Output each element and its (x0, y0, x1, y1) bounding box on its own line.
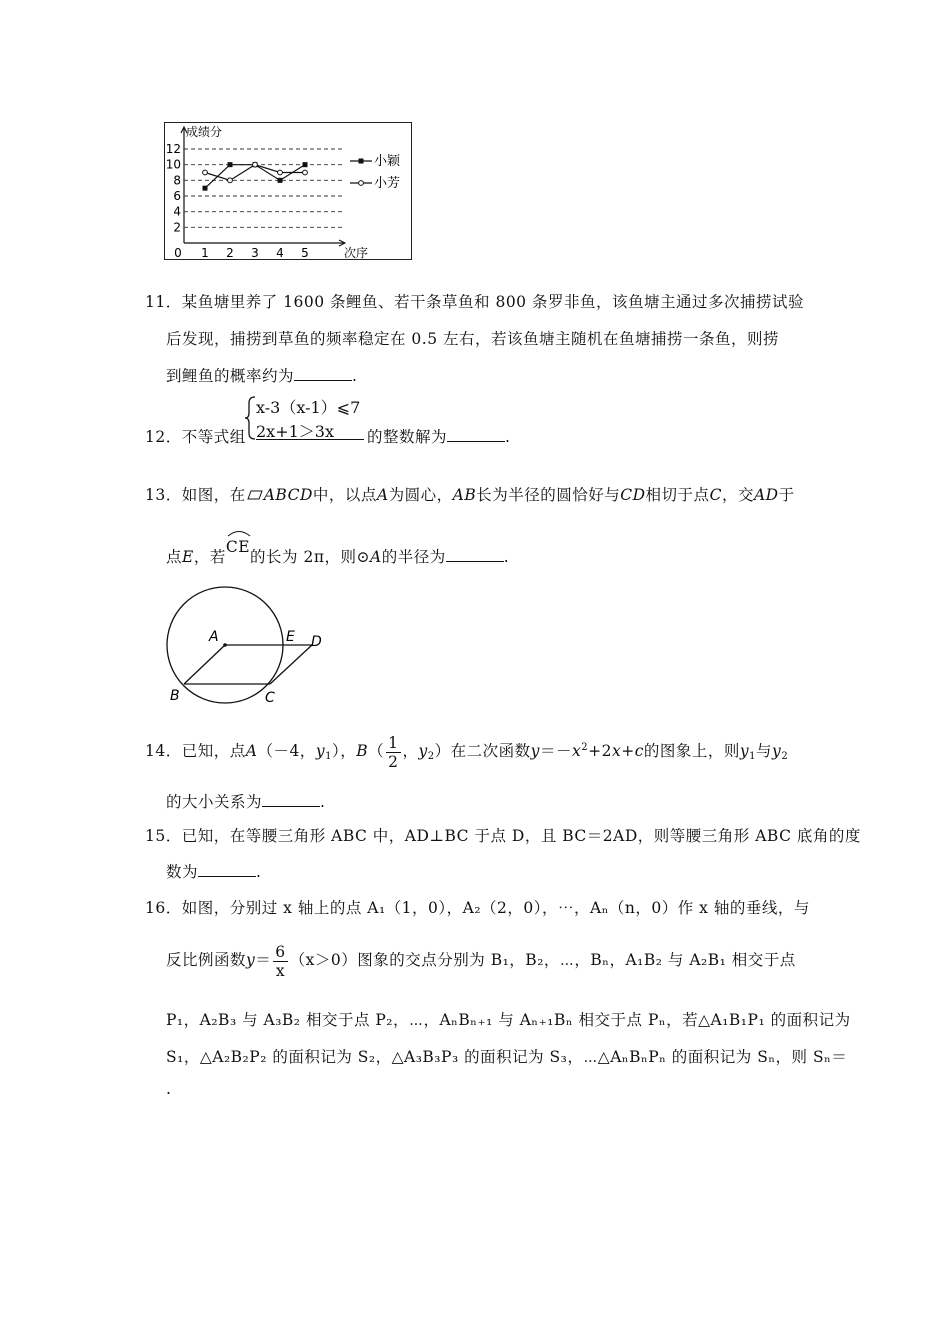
x-axis-label: 次序 (344, 246, 369, 260)
segment-ab (184, 645, 225, 684)
center-dot (223, 643, 227, 647)
data-point (303, 162, 308, 167)
q11-line1: 11．某鱼塘里养了 1600 条鲤鱼、若干条草鱼和 800 条罗非鱼，该鱼塘主通过多次捕捞试验 (145, 293, 804, 311)
q14-line2: 的大小关系为 . (166, 793, 326, 811)
y-tick-label: 12 (165, 142, 181, 156)
data-point (228, 178, 233, 183)
arc-icon (226, 529, 252, 537)
legend-marker (359, 181, 364, 186)
fraction-half: $\frac{1}{2}$ (388, 733, 399, 771)
segment-cd (270, 645, 312, 684)
answer-blank[interactable] (198, 862, 256, 877)
q12-eq1: x-3（x-1）⩽7 (256, 398, 361, 417)
q14-line1: 14．已知，点A（－4，$y_1$），B（ $\frac{1}{2}$ ，$y_2$）在二次函数$y=-x^2+2x+c$的图象上，则$y_1$与$y_2$ (145, 733, 789, 771)
x-tick-label: 4 (276, 246, 284, 260)
q15-line1: 15．已知，在等腰三角形 ABC 中，AD⊥BC 于点 D，且 BC＝2AD，则等腰三角形 ABC 底角的度 (145, 827, 861, 845)
q11-line2: 后发现，捕捞到草鱼的频率稳定在 0.5 左右，若该鱼塘主随机在鱼塘捕捞一条鱼，则捞 (166, 330, 780, 348)
q16-line3: P₁，A₂B₃ 与 A₃B₂ 相交于点 P₂，⋯，AₙBₙ₊₁ 与 Aₙ₊₁Bₙ 相交于点 Pₙ，若△A₁B₁P₁ 的面积记为 (166, 1011, 851, 1029)
fraction-6-over-x: $\frac{6}{x}$ (275, 942, 286, 980)
q15-line2: 数为 . (166, 863, 262, 881)
q12-system (244, 395, 366, 441)
parallelogram-icon (247, 490, 263, 500)
answer-blank[interactable] (262, 792, 320, 807)
y-tick-label: 8 (173, 173, 181, 188)
q16-line2: 反比例函数y＝ $\frac{6}{x}$ （x＞0）图象的交点分别为 B₁，B₂，⋯，Bₙ，A₁B₂ 与 A₂B₁ 相交于点 (166, 942, 796, 980)
y-tick-label: 6 (173, 189, 181, 203)
legend-label: 小芳 (374, 176, 401, 191)
x-tick-label: 2 (226, 246, 234, 260)
circle-parallelogram-diagram (162, 583, 332, 708)
x-tick-label: 3 (251, 246, 259, 260)
answer-blank[interactable] (294, 366, 352, 381)
y-tick-label: 2 (173, 220, 181, 235)
label-b: B (170, 688, 180, 704)
chart-frame (165, 123, 412, 260)
data-point (303, 170, 308, 175)
data-point (278, 170, 283, 175)
arc-ce: CE (226, 548, 250, 566)
data-point (278, 178, 283, 183)
data-point (228, 162, 233, 167)
q16-line1: 16．如图，分别过 x 轴上的点 A₁（1，0），A₂（2，0），⋯，Aₙ（n，0）作 x 轴的垂线，与 (145, 899, 810, 917)
data-point (253, 162, 258, 167)
x-tick-label: 5 (301, 246, 309, 260)
q13-figure (162, 583, 332, 708)
legend-marker (359, 159, 364, 164)
label-c: C (265, 690, 275, 706)
q13-line1: 13．如图，在 ABCD中，以点A为圆心，AB长为半径的圆恰好与CD相切于点C，交AD于 (145, 486, 795, 504)
data-point (203, 170, 208, 175)
data-point (203, 186, 208, 191)
chart-svg (164, 122, 412, 260)
label-a: A (209, 629, 219, 645)
y-tick-label: 4 (173, 204, 181, 219)
y-tick-label: 10 (165, 157, 181, 172)
q12-suffix: 的整数解为 . (367, 428, 511, 446)
q16-line5: . (166, 1080, 172, 1098)
q12-underline (256, 439, 364, 440)
label-e: E (286, 629, 295, 645)
answer-blank[interactable] (446, 547, 504, 562)
x-tick-label: 1 (201, 246, 209, 260)
y-axis-label: 成绩分 (186, 125, 223, 139)
series-line-0 (205, 165, 305, 188)
q13-line2: 点E，若 CE的长为 2π，则⊙A的半径为 . (166, 545, 509, 567)
q16-line4: S₁，△A₂B₂P₂ 的面积记为 S₂，△A₃B₃P₃ 的面积记为 S₃，⋯△AₙBₙPₙ 的面积记为 Sₙ，则 Sₙ＝ (166, 1048, 848, 1066)
score-line-chart (164, 122, 412, 260)
x-tick-label: 0 (174, 246, 182, 260)
q12-prefix: 12．不等式组 (145, 428, 246, 446)
label-d: D (311, 634, 322, 650)
q12-eq2: 2x+1＞3x (256, 422, 334, 441)
answer-blank[interactable] (447, 427, 505, 442)
q11-line3: 到鲤鱼的概率约为 . (166, 367, 358, 385)
legend-label: 小颖 (374, 154, 401, 169)
